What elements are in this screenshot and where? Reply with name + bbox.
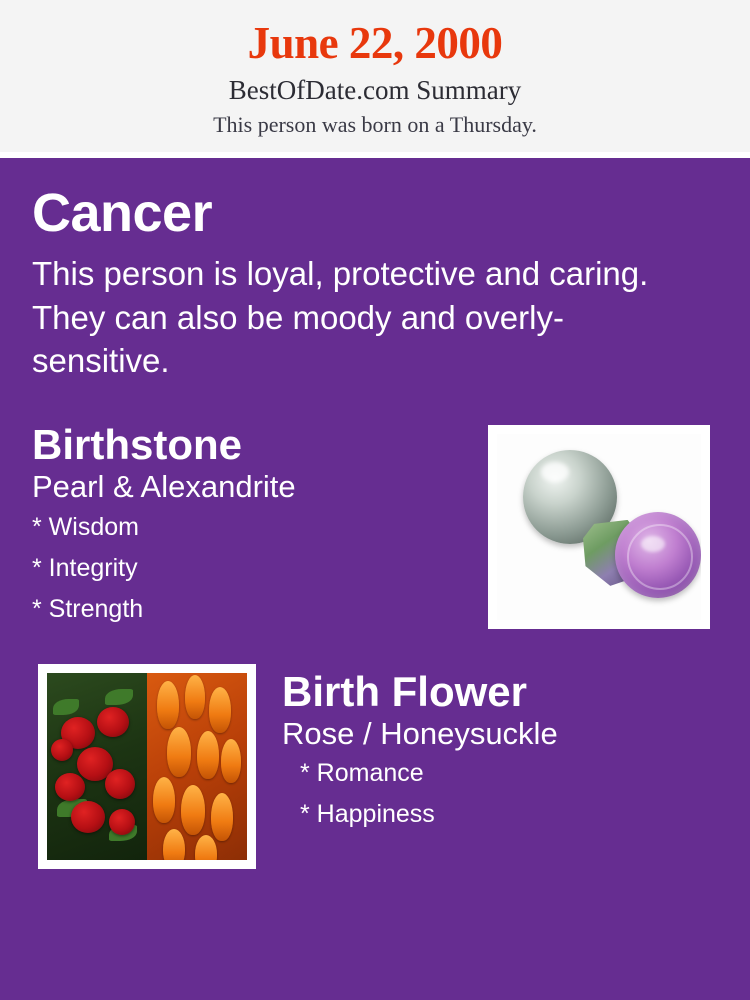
birth-flower-photo (38, 664, 256, 869)
birthstone-section (32, 420, 718, 623)
birth-flower-section (32, 664, 718, 879)
zodiac-section (32, 183, 718, 383)
roses-icon (47, 673, 147, 860)
birth-flower-trait: * Romance (300, 759, 424, 788)
zodiac-description: This person is loyal, protective and caring. They can also be moody and overly-sensitive. (32, 255, 649, 380)
pearl-and-gem-illustration (497, 434, 701, 620)
birth-flower-trait: * Happiness (300, 800, 435, 829)
birthstone-trait: * Integrity (32, 553, 138, 582)
site-summary-label: BestOfDate.com Summary (228, 75, 522, 106)
details-panel (0, 158, 750, 1000)
birthstone-title: Birthstone (32, 420, 242, 468)
weekday-note: This person was born on a Thursday. (213, 112, 537, 138)
cut-alexandrite-icon (615, 512, 701, 598)
birth-flower-names: Rose / Honeysuckle (282, 715, 558, 751)
flower-illustration (47, 673, 247, 860)
honeysuckle-icon (147, 673, 247, 860)
zodiac-sign-name: Cancer (32, 183, 213, 244)
birthstone-trait: * Wisdom (32, 512, 139, 541)
birth-flower-text (282, 664, 718, 828)
page-title: June 22, 2000 (247, 18, 503, 68)
birthstone-names: Pearl & Alexandrite (32, 468, 296, 504)
card-header (0, 0, 750, 152)
birthstone-photo (488, 425, 710, 629)
birth-flower-title: Birth Flower (282, 667, 528, 715)
birthstone-trait: * Strength (32, 594, 144, 623)
